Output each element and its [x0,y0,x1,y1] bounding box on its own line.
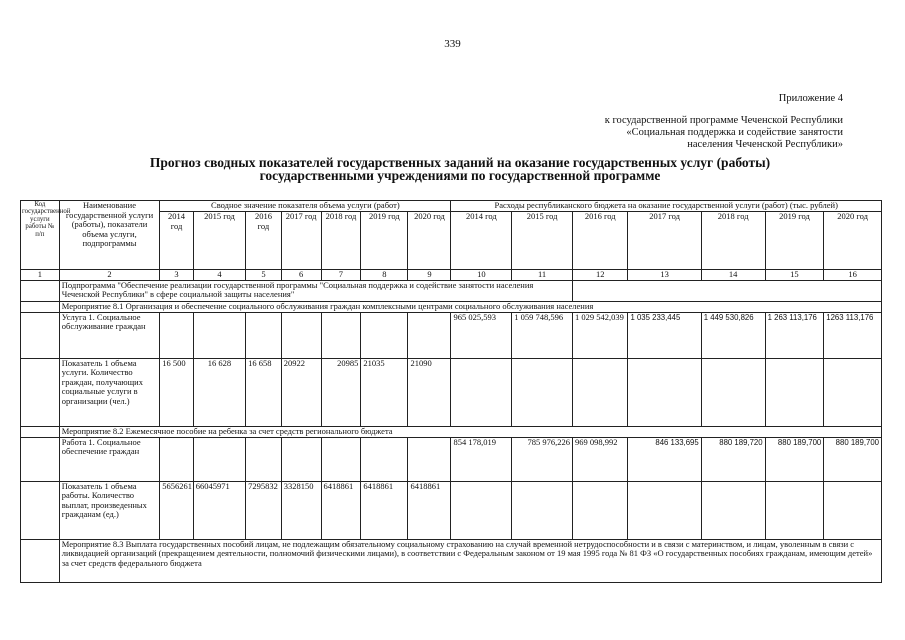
column-number: 11 [512,270,573,281]
indicator-cell: 16 658 [246,358,282,426]
budget-cell: 785 976,226 [512,437,573,481]
column-number: 5 [246,270,282,281]
indicator-cell: 16 500 [160,358,194,426]
header-year: 2014 год [160,212,194,270]
table-row [21,437,882,481]
indicator-cell: 6418861 [408,481,451,539]
budget-cell: 846 133,695 [628,437,701,481]
indicator-cell: 6418861 [361,481,408,539]
column-number: 8 [361,270,408,281]
title-line: государственными учреждениями по государственной программе [259,168,661,183]
header-year: 2020 год [408,212,451,270]
header-group-volume: Сводное значение показателя объема услуги (работ) [160,201,451,212]
header-year: 2016 год [246,212,282,270]
header-code: Код государственной услуги работы № п/п [21,201,60,270]
column-number: 9 [408,270,451,281]
header-year: 2016 год [572,212,628,270]
appendix-line: к государственной программе Чеченской Республики [604,115,843,126]
column-number: 2 [59,270,160,281]
column-number: 4 [193,270,245,281]
indicator-cell: 66045971 [193,481,245,539]
indicator-cell: 21035 [361,358,408,426]
table-row [21,312,882,358]
budget-cell: 1 449 530,826 [701,312,765,358]
header-year: 2019 год [765,212,824,270]
column-number: 13 [628,270,701,281]
header-year: 2014 год [451,212,512,270]
indicator-cell: 3328150 [281,481,321,539]
header-year: 2018 год [321,212,361,270]
appendix-line: населения Чеченской Республики» [687,139,843,150]
budget-cell: 880 189,700 [824,437,882,481]
header-year: 2020 год [824,212,882,270]
column-number: 16 [824,270,882,281]
column-number: 3 [160,270,194,281]
column-number: 1 [21,270,60,281]
budget-cell: 1 029 542,039 [572,312,628,358]
budget-cell: 1 263 113,176 [765,312,824,358]
indicator-cell: 21090 [408,358,451,426]
budget-cell: 965 025,593 [451,312,512,358]
subprogram-row [21,280,882,301]
table-row [21,358,882,426]
indicator-cell: 6418861 [321,481,361,539]
indicator-cell: 16 628 [193,358,245,426]
budget-cell: 1 059 748,596 [512,312,573,358]
appendix-title: Приложение 4 [778,93,843,104]
budget-cell: 880 189,720 [701,437,765,481]
column-number: 7 [321,270,361,281]
table-row [21,481,882,539]
indicator-name: Показатель 1 объема работы. Количество выплат, произведенных гражданам (ед.) [59,481,160,539]
work-name: Работа 1. Социальное обеспечение граждан [59,437,160,481]
budget-cell: 969 098,992 [572,437,628,481]
subprogram-text: Подпрограмма "Обеспечение реализации государственной программы "Социальная поддержка и содействие занятости населения Чеченской Республики" в сфере социальной защиты населения" [59,280,572,301]
header-group-budget: Расходы республиканского бюджета на оказание государственной услуги (работ) (тыс. рублей) [451,201,882,212]
indicator-cell: 7295832 [246,481,282,539]
measure-row [21,426,882,437]
indicators-table [20,200,882,583]
title-line: Прогноз сводных показателей государственных заданий на оказание государственных услуг (работы) [149,155,771,170]
budget-cell: 1 035 233,445 [628,312,701,358]
budget-cell: 1263 113,176 [824,312,882,358]
header-year: 2015 год [193,212,245,270]
indicator-cell: 5656261 [160,481,194,539]
header-year: 2015 год [512,212,573,270]
measure-text: Мероприятие 8.2 Ежемесячное пособие на ребенка за счет средств регионального бюджета [59,426,881,437]
column-number: 12 [572,270,628,281]
measure-row [21,301,882,312]
budget-cell: 880 189,700 [765,437,824,481]
column-number: 15 [765,270,824,281]
appendix-line: «Социальная поддержка и содействие занятости [626,127,843,138]
appendix-block [483,93,843,151]
column-number: 14 [701,270,765,281]
header-year: 2017 год [281,212,321,270]
indicator-cell: 20922 [281,358,321,426]
header-row-group [21,201,882,212]
measure-text: Мероприятие 8.1 Организация и обеспечение социального обслуживания граждан комплексными центрами социального обслуживания населения [59,301,881,312]
indicator-cell: 20985 [321,358,361,426]
header-name: Наименование государственной услуги (работы), показатели объема услуги, подпрограммы [59,201,160,270]
measure-text: Мероприятие 8.3 Выплата государственных пособий лицам, не подлежащим обязательному социальному страхованию на случай временной нетрудоспособности и в связи с материнством, и лицам, уволенным в связи с ликвидацией организаций (прекращением деятельности, полномочий физическими лицами), в соответствии с Федеральным законом от 19 мая 1995 года № 81 ФЗ «О государственных пособиях гражданам, имеющим детей» за счет средств федерального бюджета [59,539,881,582]
measure-row [21,539,882,582]
document-title [60,156,860,182]
budget-cell: 854 178,019 [451,437,512,481]
page-number: 339 [444,38,461,50]
header-year: 2017 год [628,212,701,270]
indicator-name: Показатель 1 объема услуги. Количество граждан, получающих социальные услуги в организации (чел.) [59,358,160,426]
column-number: 6 [281,270,321,281]
header-year: 2018 год [701,212,765,270]
header-year: 2019 год [361,212,408,270]
column-number: 10 [451,270,512,281]
column-number-row [21,270,882,281]
service-name: Услуга 1. Социальное обслуживание граждан [59,312,160,358]
